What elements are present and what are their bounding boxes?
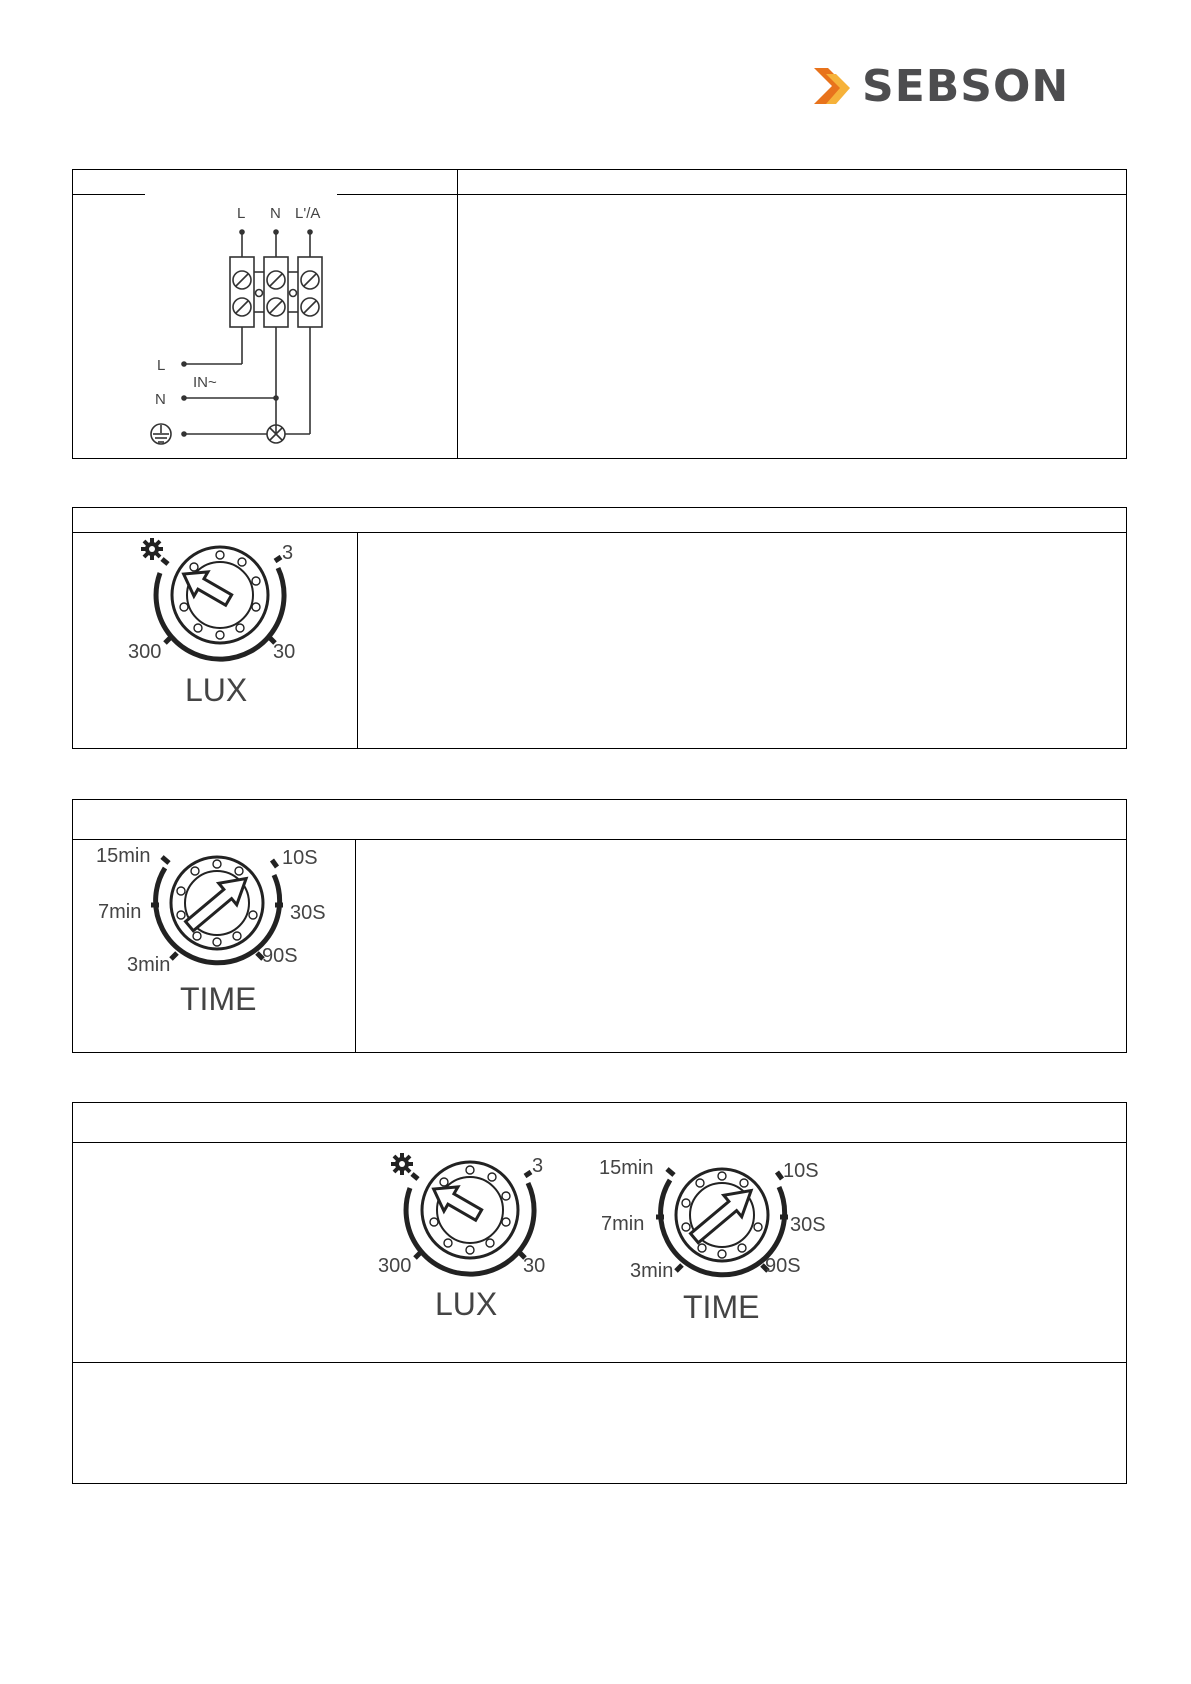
- time-mark: 90S: [765, 1255, 801, 1277]
- earth-ground-icon: [151, 424, 171, 444]
- wiring-diagram: [140, 200, 400, 455]
- lux-mark: 3: [532, 1155, 544, 1177]
- time-caption: TIME: [683, 1289, 760, 1325]
- time-mark: 3min: [630, 1260, 674, 1282]
- time-mark: 15min: [96, 845, 151, 867]
- time-mark: 30S: [790, 1214, 826, 1236]
- time-dial: [92, 838, 342, 1028]
- lux-mark: 3: [282, 542, 294, 564]
- terminal-label: L'/A: [295, 205, 321, 222]
- lux-caption: LUX: [185, 672, 248, 708]
- terminal-label: L: [237, 205, 246, 222]
- lux-dial: [115, 535, 335, 735]
- time-mark: 30S: [290, 902, 326, 924]
- time-mark: 7min: [601, 1213, 645, 1235]
- chevron-logo-icon: [810, 62, 858, 112]
- lux-caption: LUX: [435, 1286, 498, 1322]
- combined-time-dial: [597, 1150, 847, 1340]
- terminal-label: N: [270, 205, 281, 222]
- time-mark: 90S: [262, 945, 298, 967]
- supply-text: IN~: [193, 374, 217, 391]
- brand-logo: [810, 61, 1070, 112]
- supply-label: L: [157, 357, 166, 374]
- time-mark: 10S: [783, 1160, 819, 1182]
- lux-mark: 30: [273, 641, 296, 663]
- time-mark: 7min: [98, 901, 142, 923]
- sun-gear-icon: [141, 538, 163, 560]
- time-mark: 3min: [127, 954, 171, 976]
- time-mark: 15min: [599, 1157, 654, 1179]
- supply-label: N: [155, 391, 166, 408]
- combined-lux-dial: [365, 1148, 585, 1348]
- brand-name: SEBSON: [862, 61, 1070, 112]
- lux-mark: 300: [378, 1255, 412, 1277]
- lux-mark: 300: [128, 641, 162, 663]
- time-mark: 10S: [282, 847, 318, 869]
- lux-mark: 30: [523, 1255, 546, 1277]
- time-caption: TIME: [180, 981, 257, 1017]
